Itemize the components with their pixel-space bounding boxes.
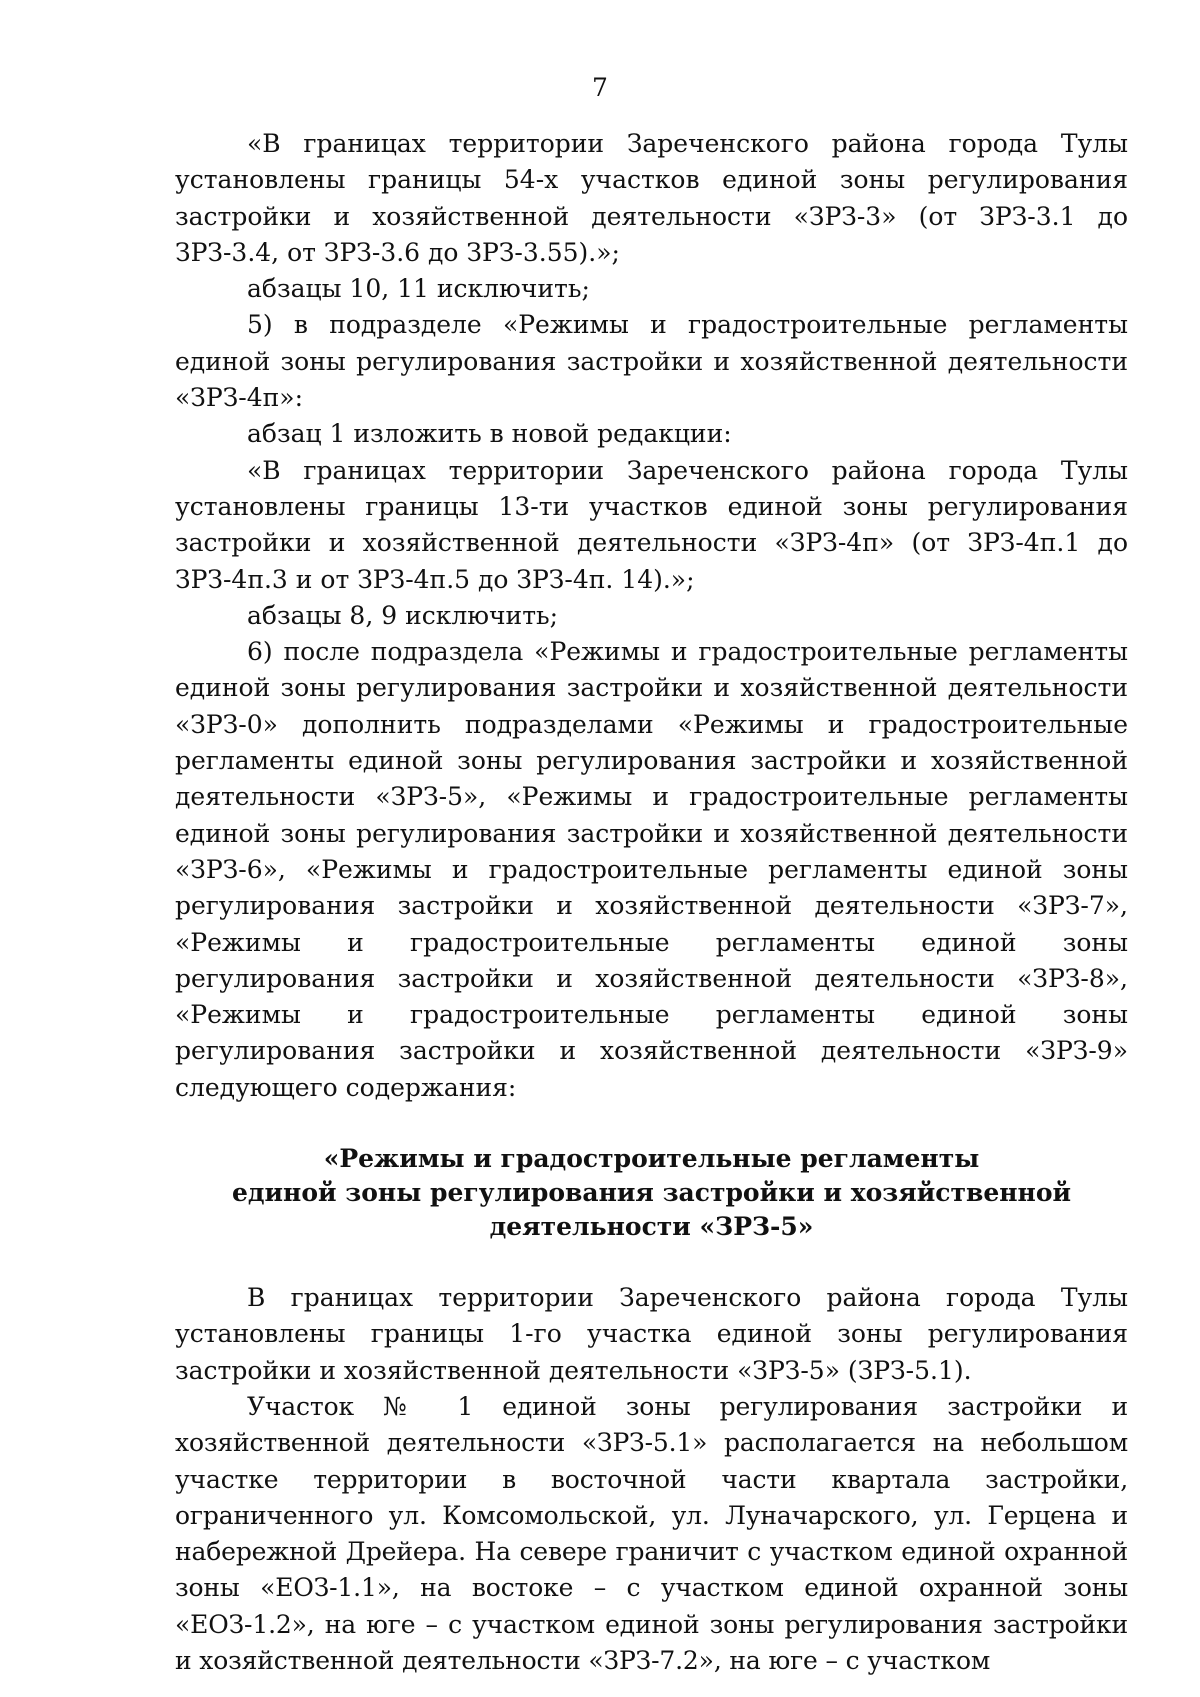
section-heading-line: «Режимы и градостроительные регламенты <box>323 1144 980 1174</box>
paragraph: 6) после подраздела «Режимы и градостроительные регламенты единой зоны регулирования застройки и хозяйственной деятельности «ЗРЗ-0» дополнить подразделами «Режимы и градостроительные регламенты единой зоны регулирования застройки и хозяйственной деятельности «ЗРЗ-5», «Режимы и градостроительные регламенты единой зоны регулирования застройки и хозяйственной деятельности «ЗРЗ-6», «Режимы и градостроительные регламенты единой зоны регулирования застройки и хозяйственной деятельности «ЗРЗ-7», «Режимы и градостроительные регламенты единой зоны регулирования застройки и хозяйственной деятельности «ЗРЗ-8», «Режимы и градостроительные регламенты единой зоны регулирования застройки и хозяйственной деятельности «ЗРЗ-9» следующего содержания: <box>175 637 1128 1102</box>
paragraph: абзацы 8, 9 исключить; <box>247 600 559 630</box>
document-body <box>175 126 1128 1679</box>
section-heading <box>175 1142 1128 1244</box>
section-heading-line: деятельности «ЗРЗ-5» <box>489 1212 814 1242</box>
paragraph: «В границах территории Зареченского района города Тулы установлены границы 54-х участков единой зоны регулирования застройки и хозяйственной деятельности «ЗРЗ-3» (от ЗРЗ-3.1 до ЗРЗ-3.4, от ЗРЗ-3.6 до ЗРЗ-3.55).»; <box>175 129 1128 267</box>
paragraph: абзацы 10, 11 исключить; <box>247 274 590 304</box>
paragraph: В границах территории Зареченского района города Тулы установлены границы 1-го участка единой зоны регулирования застройки и хозяйственной деятельности «ЗРЗ-5» (ЗРЗ-5.1). <box>175 1283 1128 1385</box>
paragraph: абзац 1 изложить в новой редакции: <box>247 419 732 449</box>
paragraph: «В границах территории Зареченского района города Тулы установлены границы 13-ти участков единой зоны регулирования застройки и хозяйственной деятельности «ЗРЗ-4п» (от ЗРЗ-4п.1 до ЗРЗ-4п.3 и от ЗРЗ-4п.5 до ЗРЗ-4п. 14).»; <box>175 455 1128 594</box>
paragraph: 5) в подразделе «Режимы и градостроительные регламенты единой зоны регулирования застройки и хозяйственной деятельности «ЗРЗ-4п»: <box>175 310 1128 413</box>
paragraph: Участок № 1 единой зоны регулирования застройки и хозяйственной деятельности «ЗРЗ-5.1» располагается на небольшом участке территории в восточной части квартала застройки, ограниченного ул. Комсомольской, ул. Луначарского, ул. Герцена и набережной Дрейера. На севере граничит с участком единой охранной зоны «ЕОЗ-1.1», на востоке – с участком единой охранной зоны «ЕОЗ-1.2», на юге – с участком единой зоны регулирования застройки и хозяйственной деятельности «ЗРЗ-7.2», на юге – с участком <box>175 1391 1128 1675</box>
page-number: 7 <box>592 73 608 102</box>
section-heading-line: единой зоны регулирования застройки и хозяйственной <box>231 1178 1072 1208</box>
